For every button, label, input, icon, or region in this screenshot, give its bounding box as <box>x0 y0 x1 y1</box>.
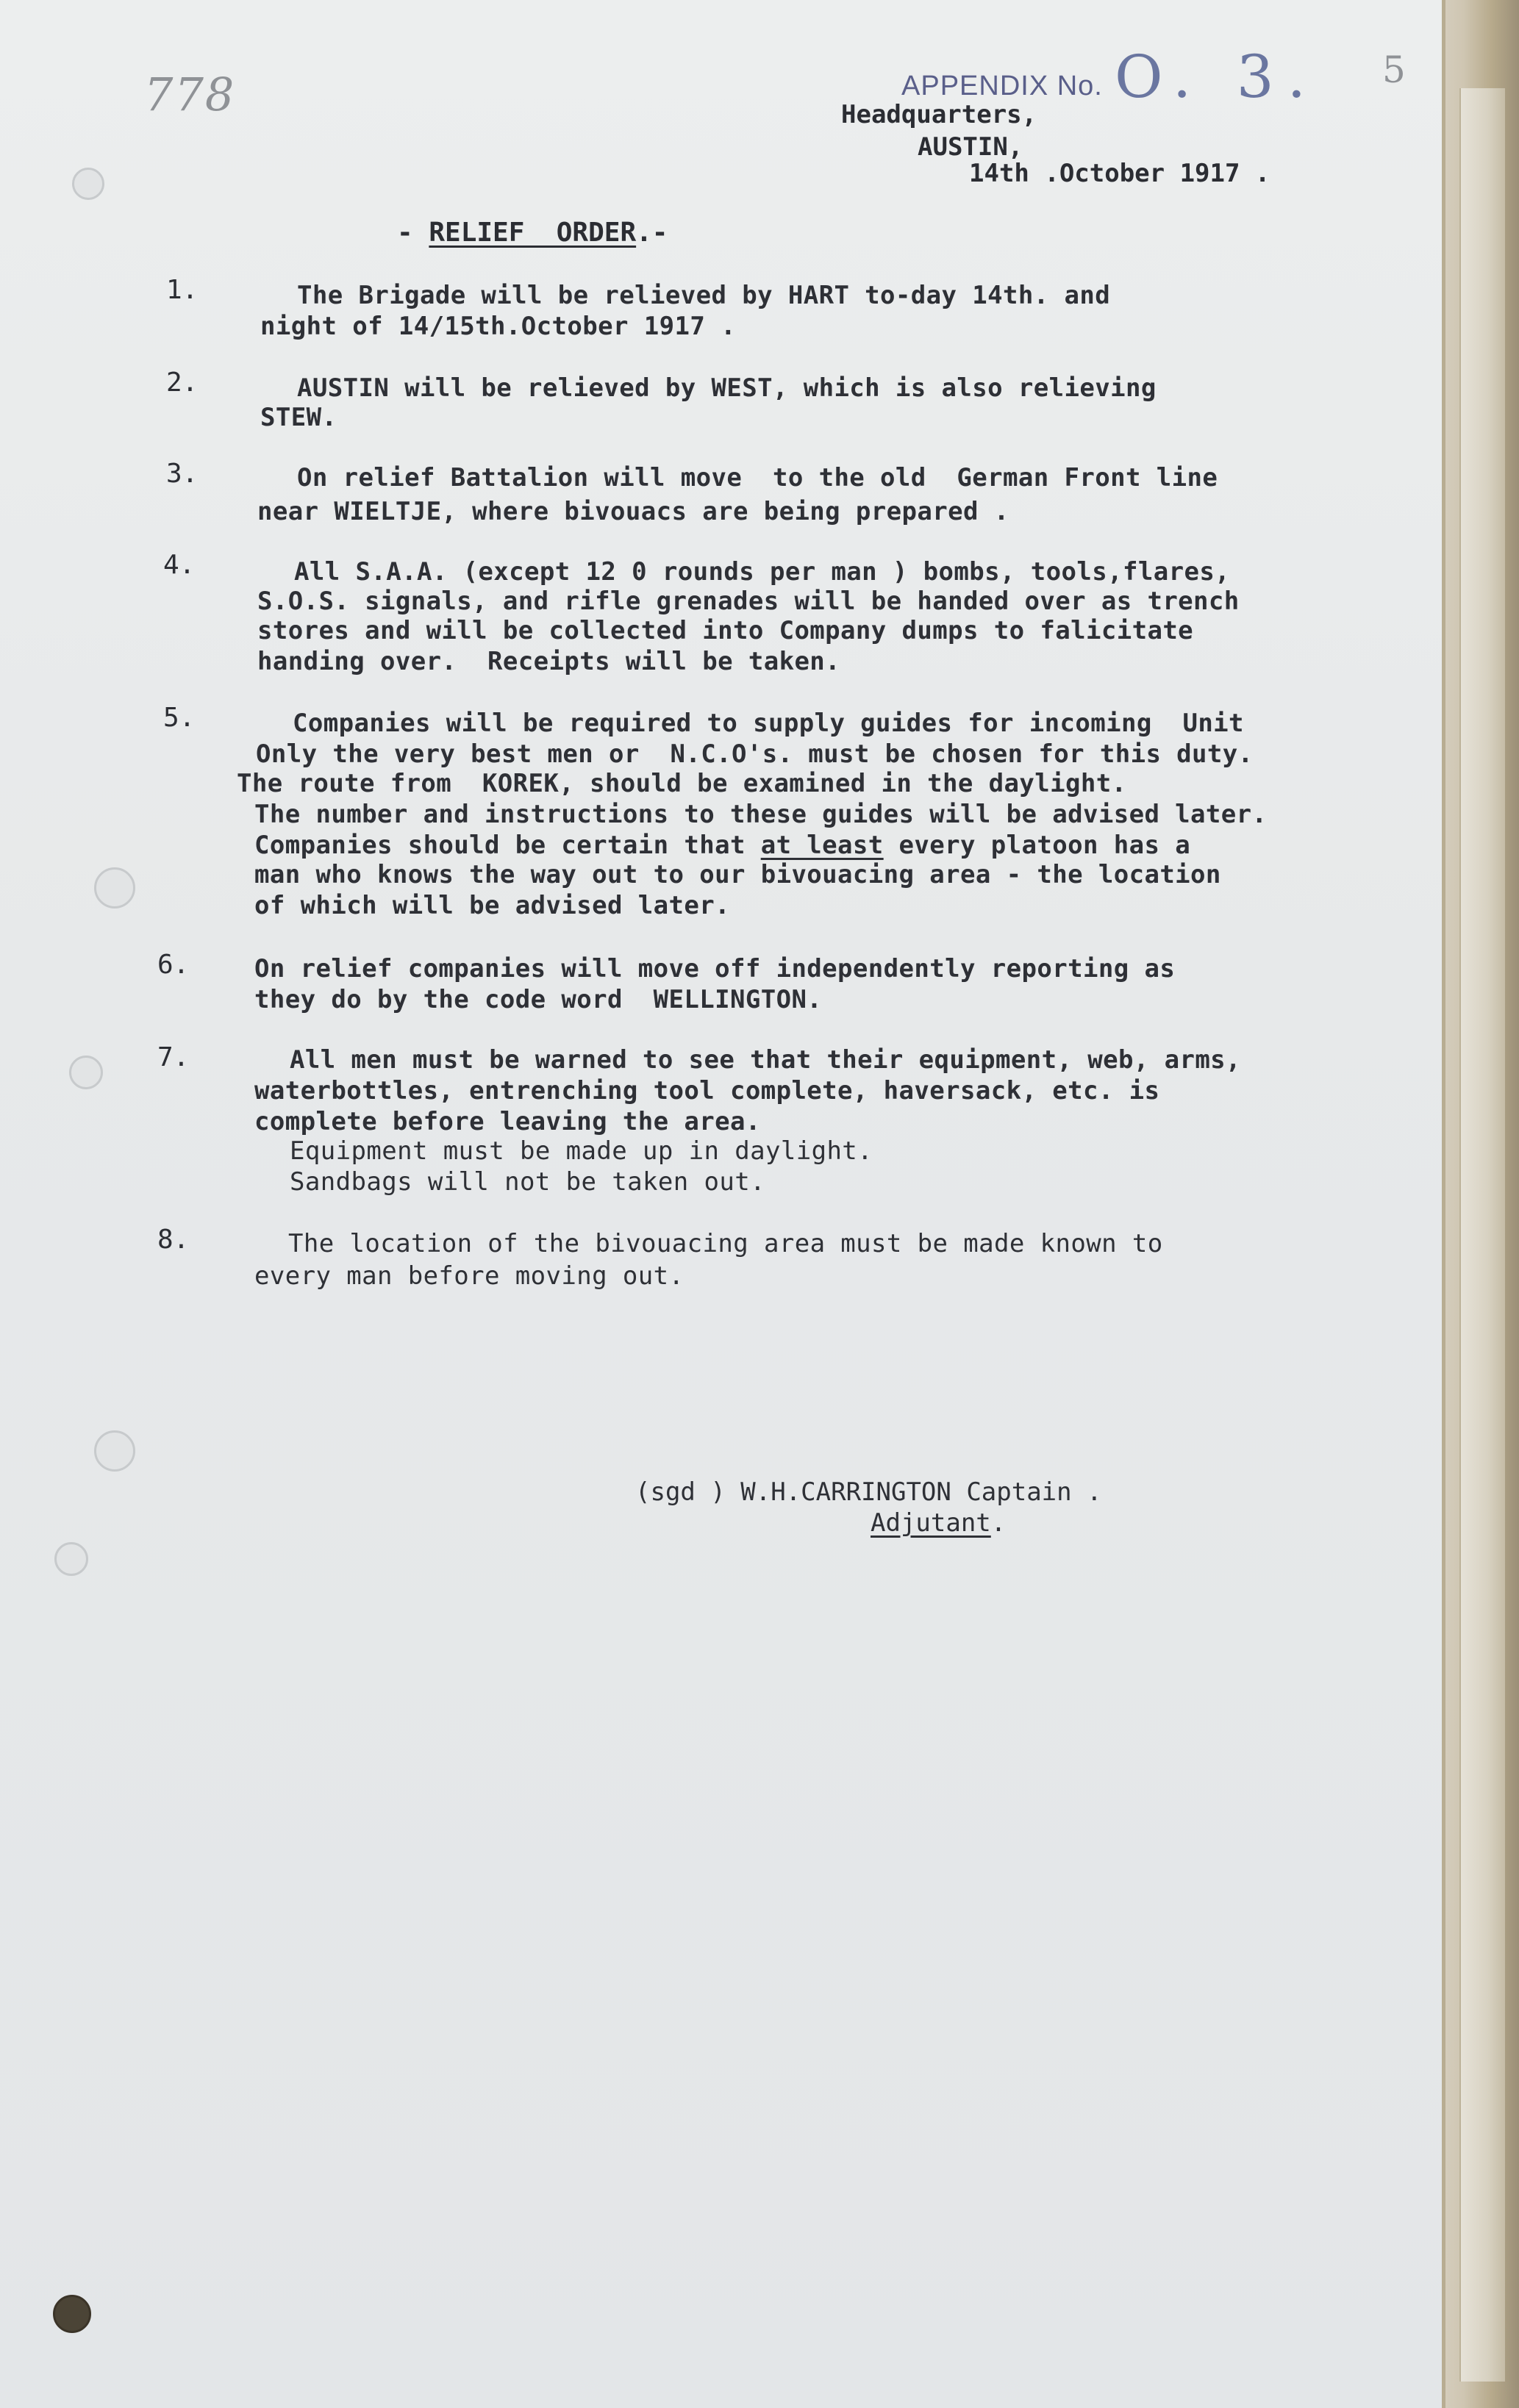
line-segment: every platoon has a <box>883 831 1191 860</box>
paragraph-line: man who knows the way out to our bivouacing area - the location <box>254 860 1221 889</box>
title-text: RELIEF ORDER <box>429 218 637 248</box>
paragraph-line: All men must be warned to see that their equipment, web, arms, <box>290 1045 1241 1075</box>
paragraph-number: 3. <box>166 459 199 489</box>
paragraph-line: complete before leaving the area. <box>254 1107 761 1136</box>
paragraph-line: near WIELTJE, where bivouacs are being prepared . <box>257 497 1009 526</box>
paragraph-line: All S.A.A. (except 12 0 rounds per man ) bombs, tools,flares, <box>294 557 1231 587</box>
paragraph-number: 1. <box>166 275 199 305</box>
paragraph-line: stores and will be collected into Company dumps to falicitate <box>257 616 1194 645</box>
paragraph-line: On relief Battalion will move to the old German Front line <box>297 463 1218 492</box>
ref-number: 778 <box>144 68 236 121</box>
punch-hole <box>72 168 104 200</box>
paragraph-line: waterbottles, entrenching tool complete, haversack, etc. is <box>254 1076 1160 1106</box>
paragraph-line: The route from KOREK, should be examined in the daylight. <box>237 769 1127 798</box>
punch-hole <box>94 867 135 909</box>
punch-hole <box>54 1542 88 1576</box>
signature-line: (sgd ) W.H.CARRINGTON Captain . <box>635 1477 1102 1507</box>
paragraph-line: Equipment must be made up in daylight. <box>290 1136 873 1166</box>
paragraph-line: The location of the bivouacing area must be made known to <box>288 1229 1163 1258</box>
appendix-stamp: APPENDIX No. <box>901 71 1103 101</box>
document-title <box>397 218 668 248</box>
paragraph-line: Companies will be required to supply guides for incoming Unit <box>293 709 1244 738</box>
paragraph-number: 4. <box>163 550 196 580</box>
paragraph-number: 7. <box>157 1042 190 1072</box>
paragraph-line: S.O.S. signals, and rifle grenades will be handed over as trench <box>257 587 1240 616</box>
paragraph-line: every man before moving out. <box>254 1261 685 1291</box>
adjutant-label: Adjutant <box>871 1508 991 1538</box>
paragraph-line: AUSTIN will be relieved by WEST, which is also relieving <box>297 373 1157 403</box>
paragraph-line: On relief companies will move off independently reporting as <box>254 954 1176 983</box>
paragraph-line <box>254 831 1190 860</box>
adjutant-suffix: . <box>990 1508 1007 1538</box>
paragraph-line: STEW. <box>260 403 337 432</box>
paragraph-line: handing over. Receipts will be taken. <box>257 647 841 676</box>
title-prefix: - <box>397 218 429 248</box>
paragraph-number: 8. <box>157 1225 190 1255</box>
title-suffix: .- <box>636 218 668 248</box>
header-unit: AUSTIN, <box>918 132 1023 162</box>
paragraph-number: 6. <box>157 950 190 980</box>
signature-title <box>871 1508 1006 1538</box>
punch-hole <box>94 1430 135 1472</box>
paragraph-line: The number and instructions to these guides will be advised later. <box>254 800 1268 829</box>
line-segment: Companies should be certain that <box>254 831 761 860</box>
background-sheet-edge <box>1459 88 1505 2382</box>
paragraph-line: of which will be advised later. <box>254 891 730 920</box>
paragraph-number: 2. <box>166 368 199 398</box>
paragraph-line: Sandbags will not be taken out. <box>290 1167 765 1197</box>
paragraph-line: Only the very best men or N.C.O's. must be chosen for this duty. <box>256 739 1254 769</box>
header-headquarters: Headquarters, <box>841 100 1037 129</box>
punch-hole <box>53 2295 91 2333</box>
punch-hole <box>69 1056 103 1089</box>
paragraph-line: they do by the code word WELLINGTON. <box>254 985 823 1014</box>
header-date: 14th .October 1917 . <box>969 159 1270 188</box>
appendix-number: O. 3. <box>1115 43 1320 111</box>
paragraph-number: 5. <box>163 703 196 733</box>
paragraph-line: night of 14/15th.October 1917 . <box>260 312 736 341</box>
emphasis-underline: at least <box>760 831 884 860</box>
paragraph-line: The Brigade will be relieved by HART to-day 14th. and <box>297 281 1111 310</box>
corner-number: 5 <box>1382 49 1406 91</box>
